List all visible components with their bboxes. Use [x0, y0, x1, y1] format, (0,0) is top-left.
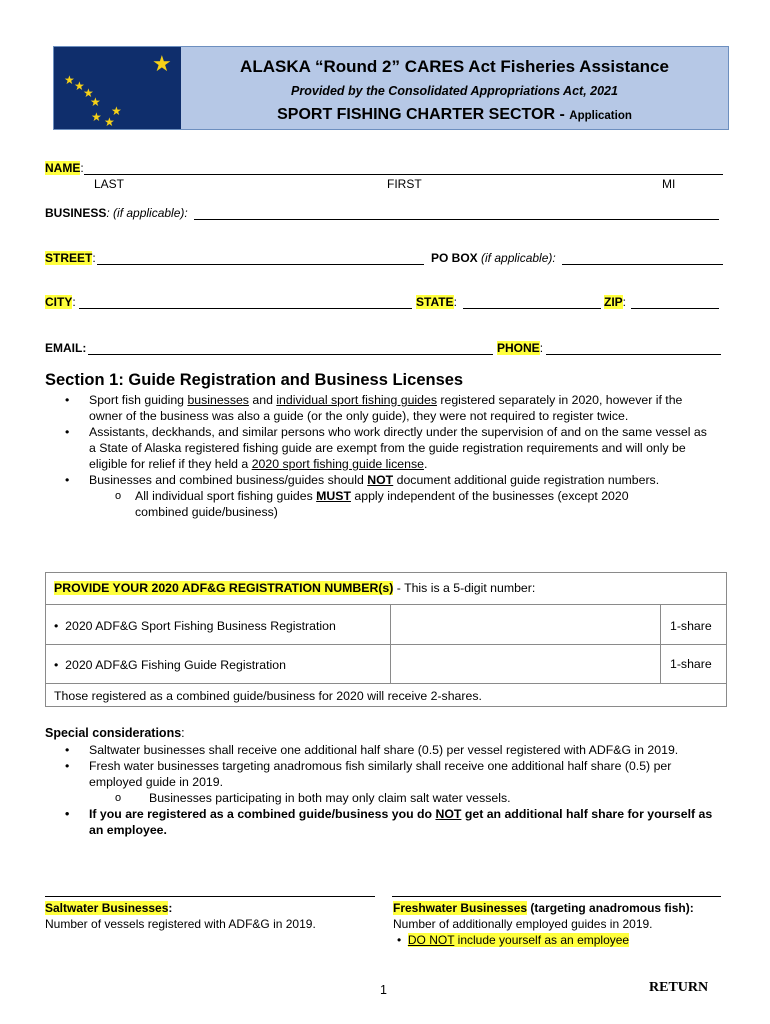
state-label: STATE:: [416, 295, 457, 309]
star-icon: ★: [104, 115, 115, 129]
star-icon: ★: [111, 104, 122, 118]
list-item: • Fresh water businesses targeting anadromous fish similarly shall receive one additional half share (0.5) per employed guide in 2019.: [45, 758, 725, 790]
middle-initial-caption: MI: [662, 177, 676, 191]
last-name-caption: LAST: [94, 177, 125, 191]
sector-title: SPORT FISHING CHARTER SECTOR - Application: [277, 106, 632, 123]
state-field[interactable]: [463, 308, 601, 309]
freshwater-note: • DO NOT include yourself as an employee: [397, 933, 630, 947]
phone-field[interactable]: [546, 354, 721, 355]
table-note: Those registered as a combined guide/business for 2020 will receive 2-shares.: [54, 689, 482, 703]
section-1-list: [45, 392, 715, 520]
share-value: 1-share: [670, 657, 712, 671]
street-label: STREET:: [45, 251, 96, 265]
list-item: o Businesses participating in both may only claim salt water vessels.: [45, 790, 725, 806]
pobox-label: PO BOX (if applicable):: [431, 251, 556, 265]
list-item: o All individual sport fishing guides MUST apply independent of the businesses (except 2020 combined guide/business): [45, 488, 715, 520]
freshwater-description: Number of additionally employed guides in 2019.: [393, 917, 653, 931]
north-star-icon: ★: [152, 51, 172, 76]
business-registration-input[interactable]: [391, 605, 659, 643]
table-heading: PROVIDE YOUR 2020 ADF&G REGISTRATION NUMBER(s) - This is a 5-digit number:: [54, 581, 536, 595]
freshwater-label: Freshwater Businesses (targeting anadromous fish):: [393, 901, 694, 915]
name-label: NAME:: [45, 161, 84, 175]
business-registration-label: • 2020 ADF&G Sport Fishing Business Registration: [54, 619, 336, 633]
share-value: 1-share: [670, 619, 712, 633]
street-field[interactable]: [97, 264, 424, 265]
star-icon: ★: [64, 73, 75, 87]
page-title: ALASKA “Round 2” CARES Act Fisheries Assistance: [240, 57, 669, 76]
list-item: • Assistants, deckhands, and similar persons who work directly under the supervision of and on the same vessel as a State of Alaska registered fishing guide are exempt from the guide registration requirements and will only be eligible for relief if they held a 2020 sport fishing guide license.: [45, 424, 715, 472]
star-icon: ★: [90, 95, 101, 109]
saltwater-description: Number of vessels registered with ADF&G in 2019.: [45, 917, 316, 931]
star-icon: ★: [91, 110, 102, 124]
registration-table: [45, 572, 727, 707]
zip-field[interactable]: [631, 308, 719, 309]
saltwater-label: Saltwater Businesses:: [45, 901, 173, 915]
city-label: CITY:: [45, 295, 76, 309]
alaska-flag: [54, 47, 181, 129]
phone-label: PHONE:: [497, 341, 544, 355]
page-number: 1: [380, 983, 387, 997]
guide-registration-label: • 2020 ADF&G Fishing Guide Registration: [54, 658, 286, 672]
star-icon: ★: [83, 86, 94, 100]
name-field[interactable]: [84, 174, 723, 175]
list-item: • If you are registered as a combined guide/business you do NOT get an additional half share for yourself as an employee.: [45, 806, 725, 838]
section-1-title: Section 1: Guide Registration and Business Licenses: [45, 371, 464, 389]
email-field[interactable]: [88, 354, 493, 355]
return-button[interactable]: RETURN: [649, 980, 709, 995]
list-item: • Saltwater businesses shall receive one additional half share (0.5) per vessel registered with ADF&G in 2019.: [45, 742, 725, 758]
special-considerations-list: [45, 742, 725, 838]
list-item: • Sport fish guiding businesses and individual sport fishing guides registered separately in 2020, however if the owner of the business was also a guide (or the only guide), they were not required to register twice.: [45, 392, 715, 424]
star-icon: ★: [74, 79, 85, 93]
business-field[interactable]: [194, 219, 719, 220]
freshwater-guides-field[interactable]: [392, 896, 721, 897]
guide-registration-input[interactable]: [391, 645, 659, 683]
saltwater-vessels-field[interactable]: [45, 896, 375, 897]
city-field[interactable]: [79, 308, 412, 309]
special-considerations-title: Special considerations:: [45, 726, 185, 740]
zip-label: ZIP:: [604, 295, 627, 309]
email-label: EMAIL:: [45, 341, 87, 355]
business-label: BUSINESS: (if applicable):: [45, 206, 188, 220]
page-subtitle: Provided by the Consolidated Appropriations Act, 2021: [291, 84, 618, 98]
pobox-field[interactable]: [562, 264, 723, 265]
first-name-caption: FIRST: [387, 177, 422, 191]
list-item: • Businesses and combined business/guides should NOT document additional guide registration numbers.: [45, 472, 715, 488]
